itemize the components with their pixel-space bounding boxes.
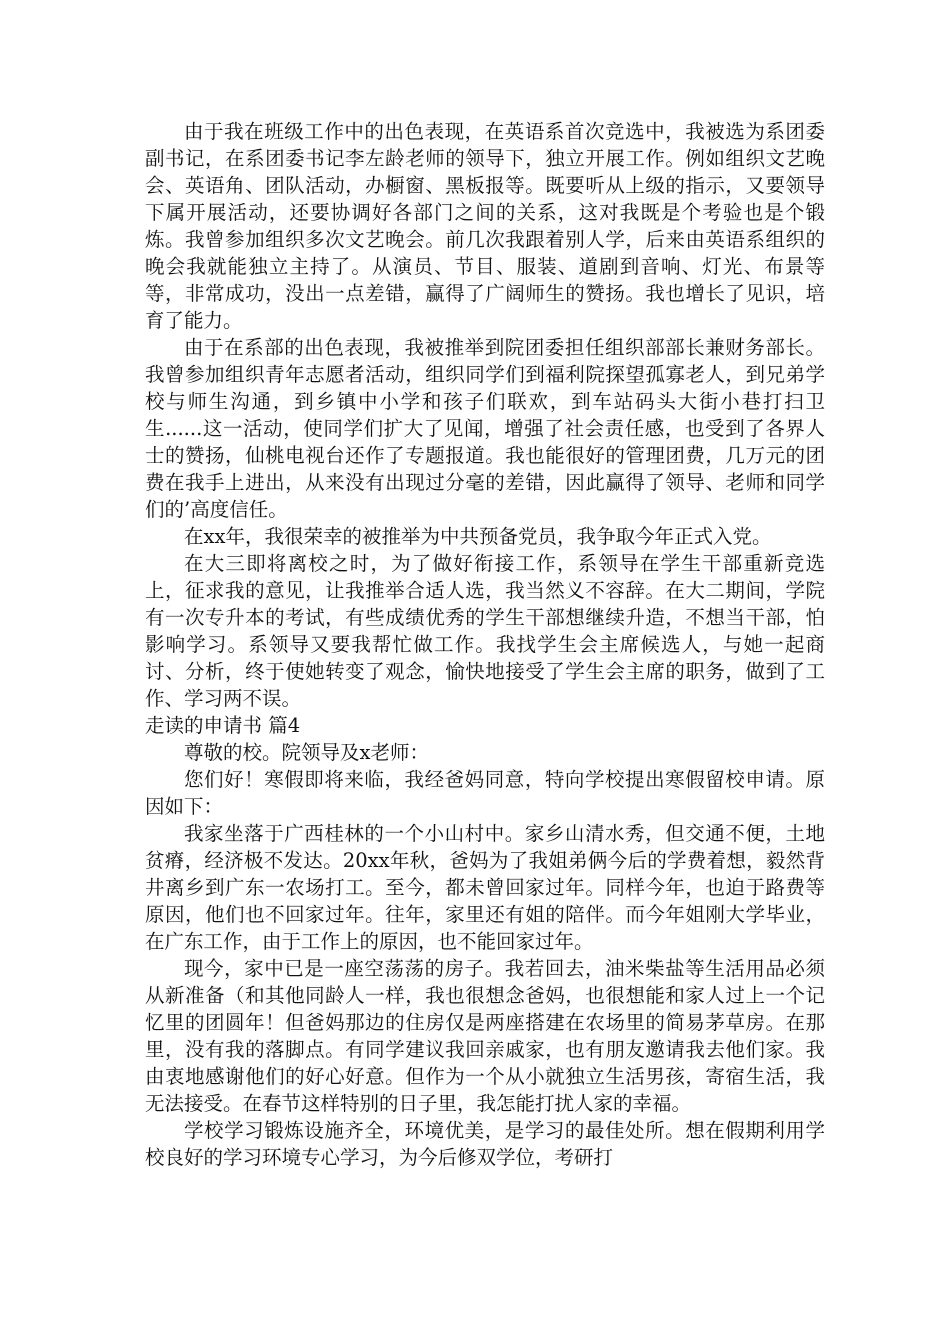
letter-paragraph-empty-house: 现今，家中已是一座空荡荡的房子。我若回去，油米柴盐等生活用品必须从新准备（和其他同龄人一样，我也很想念爸妈，也很想能和家人过上一个记忆里的团圆年！但爸妈那边的住房仅是两座搭建在农场里的简易茅草房。在那里，没有我的落脚点。有同学建议我回亲戚家，也有朋友邀请我去他们家。我由衷地感谢他们的好心好意。但作为一个从小就独立生活男孩，寄宿生活，我无法接受。在春节这样特别的日子里，我怎能打扰人家的幸福。 [145,957,825,1115]
letter-greeting: 您们好！寒假即将来临，我经爸妈同意，特向学校提出寒假留校申请。原因如下： [145,768,825,818]
letter-paragraph-hometown: 我家坐落于广西桂林的一个小山村中。家乡山清水秀，但交通不便，土地贫瘠，经济极不发达。20xx年秋，爸妈为了我姐弟俩今后的学费着想，毅然背井离乡到广东一农场打工。至今，都未曾回家过年。同样今年，也迫于路费等原因，他们也不回家过年。往年，家里还有姐的陪伴。而今年姐刚大学毕业，在广东工作，由于工作上的原因，也不能回家过年。 [145,822,825,953]
paragraph-handover: 在大三即将离校之时，为了做好衔接工作，系领导在学生干部重新竞选上，征求我的意见，让我推举合适人选，我当然义不容辞。在大二期间，学院有一次专升本的考试，有些成绩优秀的学生干部想继续升造，不想当干部，怕影响学习。系领导又要我帮忙做工作。我找学生会主席候选人，与她一起商讨、分析，终于使她转变了观念，愉快地接受了学生会主席的职务，做到了工作、学习两不误。 [145,552,825,710]
section-heading: 走读的申请书 篇4 [145,714,301,737]
paragraph-class-work: 由于我在班级工作中的出色表现，在英语系首次竞选中，我被选为系团委副书记，在系团委书记李左龄老师的领导下，独立开展工作。例如组织文艺晚会、英语角、团队活动，办橱窗、黑板报等。既要听从上级的指示，又要领导下属开展活动，还要协调好各部门之间的关系，这对我既是个考验也是个锻炼。我曾参加组织多次文艺晚会。前几次我跟着别人学，后来由英语系组织的晚会我就能独立主持了。从演员、节目、服装、道剧到音响、灯光、布景等等，非常成功，没出一点差错，赢得了广阔师生的赞扬。我也增长了见识，培育了能力。 [145,120,825,332]
letter-salutation: 尊敬的校。院领导及x老师： [184,741,429,764]
letter-paragraph-school-facilities: 学校学习锻炼设施齐全，环境优美，是学习的最佳处所。想在假期利用学校良好的学习环境专心学习，为今后修双学位，考研打 [145,1119,825,1169]
paragraph-party-membership: 在xx年，我很荣幸的被推举为中共预备党员，我争取今年正式入党。 [184,525,772,548]
paragraph-league-committee: 由于在系部的出色表现，我被推举到院团委担任组织部部长兼财务部长。我曾参加组织青年志愿者活动，组织同学们到福利院探望孤寡老人，到兄弟学校与师生沟通，到乡镇中小学和孩子们联欢，到车站码头大街小巷打扫卫生......这一活动，使同学们扩大了见闻，增强了社会责任感，也受到了各界人士的赞扬，仙桃电视台还作了专题报道。我也能很好的管理团费，几万元的团费在我手上进出，从来没有出现过分毫的差错，因此赢得了领导、老师和同学们的’高度信任。 [145,336,825,521]
document-page [145,118,825,1171]
